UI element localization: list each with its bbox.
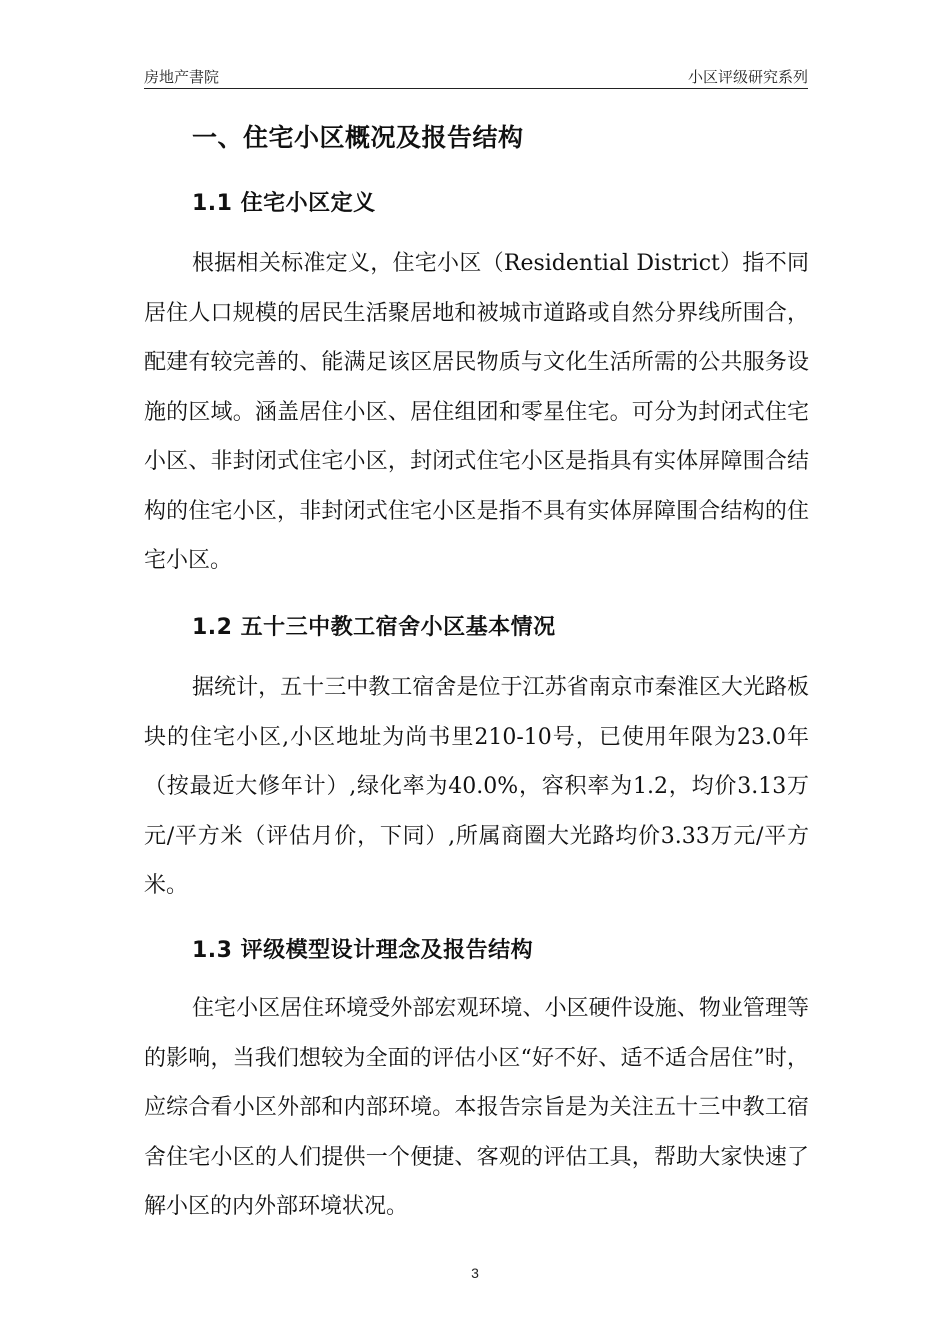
subsection-title-1-1: 1.1 住宅小区定义 — [192, 191, 376, 216]
paragraph-definition: 根据相关标准定义，住宅小区（Residential District）指不同居住人口规模的居民生活聚居地和被城市道路或自然分界线所围合，配建有较完善的、能满足该区居民物质与文化生活所需的公共服务设施的区域。涵盖居住小区、居住组团和零星住宅。可分为封闭式住宅小区、非封闭式住宅小区，封闭式住宅小区是指具有实体屏障围合结构的住宅小区，非封闭式住宅小区是指不具有实体屏障围合结构的住宅小区。 — [144, 251, 809, 573]
header-series-title: 小区评级研究系列 — [687, 69, 808, 86]
page-header — [144, 66, 808, 88]
page-number: 3 — [471, 1265, 479, 1281]
paragraph-basic-info: 据统计，五十三中教工宿舍是位于江苏省南京市秦淮区大光路板块的住宅小区,小区地址为尚书里210-10号，已使用年限为23.0年（按最近大修年计）,绿化率为40.0%，容积率为1.2，均价3.13万元/平方米（评估月价，下同）,所属商圈大光路均价3.33万元/平方米。 — [144, 675, 809, 898]
header-divider — [144, 88, 808, 89]
subsection-title-1-2: 1.2 五十三中教工宿舍小区基本情况 — [192, 615, 556, 640]
subsection-title-1-3: 1.3 评级模型设计理念及报告结构 — [192, 938, 534, 963]
paragraph-report-structure: 住宅小区居住环境受外部宏观环境、小区硬件设施、物业管理等的影响，当我们想较为全面的评估小区“好不好、适不适合居住”时，应综合看小区外部和内部环境。本报告宗旨是为关注五十三中教工宿舍住宅小区的人们提供一个便捷、客观的评估工具，帮助大家快速了解小区的内外部环境状况。 — [144, 996, 809, 1219]
section-title: 一、住宅小区概况及报告结构 — [192, 123, 524, 152]
header-publisher: 房地产書院 — [144, 69, 220, 86]
